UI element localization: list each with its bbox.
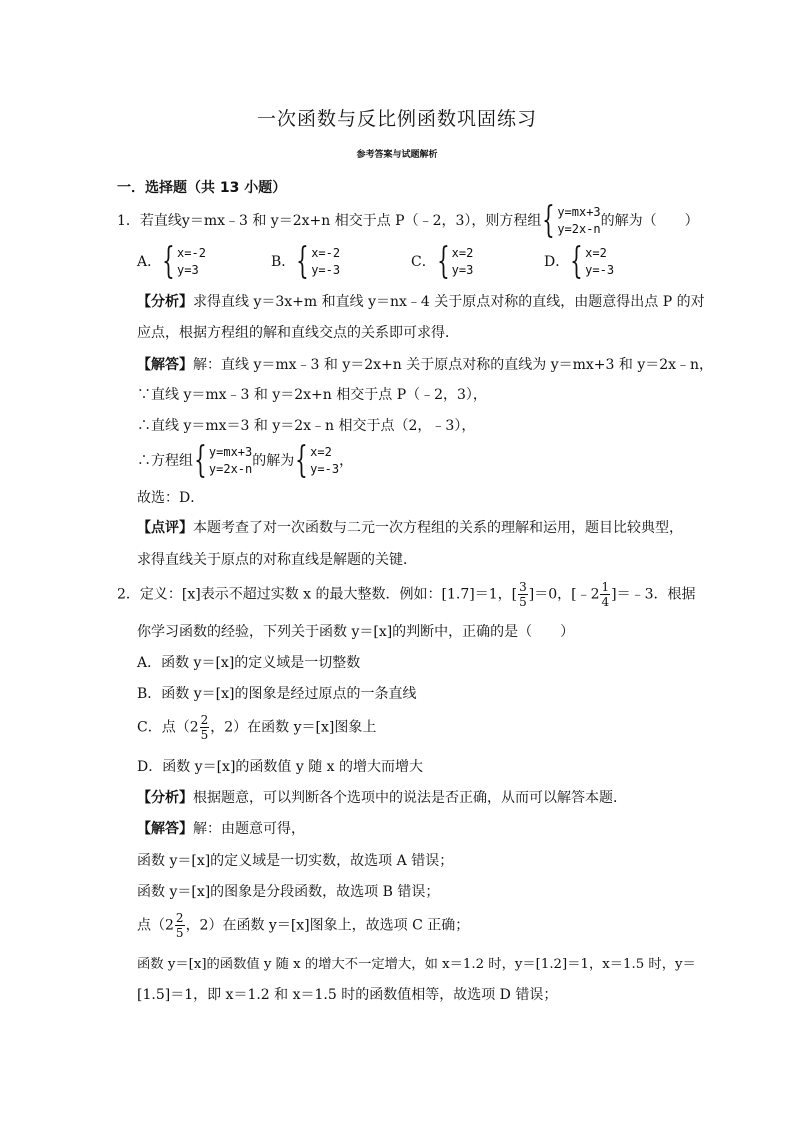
q1-comment: 【点评】本题考查了对一次函数与二元一次方程组的关系的理解和运用，题目比较典型， bbox=[137, 520, 683, 536]
q1-option-a: A． { x=-2 y=3 bbox=[137, 241, 206, 282]
q1-stem: 1．若直线y＝mx﹣3 和 y＝2x+n 相交于点 P（﹣2，3），则方程组 { y=mx+3 y=2x-n 的解为（ ） bbox=[117, 200, 699, 241]
q2-answer-line5: 函数 y＝[x]的函数值 y 随 x 的增大不一定增大，如 x＝1.2 时，y＝[1.2]＝1，x＝1.5 时，y＝ bbox=[137, 957, 696, 972]
q2-answer-line6: [1.5]＝1，即 x＝1.2 和 x＝1.5 时的函数值相等，故选项 D 错误； bbox=[137, 987, 558, 1003]
q1-option-b: B． { x=-2 y=-3 bbox=[271, 241, 341, 282]
q2-answer-line3: 函数 y＝[x]的图象是分段函数，故选项 B 错误； bbox=[137, 884, 440, 900]
q2-option-c-fraction: $\frac{2}{5}$ bbox=[200, 713, 209, 742]
q1-option-c: C． { x=2 y=3 bbox=[411, 241, 474, 282]
q2-option-a: A．函数 y＝[x]的定义域是一切整数 bbox=[137, 655, 361, 671]
q1-answer-line4: ∴方程组 { y=mx+3 y=2x-n 的解为 { x=2 y=-3 ， bbox=[137, 440, 354, 481]
q1-equation-system: { y=mx+3 y=2x-n bbox=[542, 200, 601, 241]
q2-answer: 【解答】解：由题意可得， bbox=[137, 821, 305, 837]
q2-option-c: C．点（2 $\frac{2}{5}$ ，2）在函数 y＝[x]图象上 bbox=[137, 713, 377, 742]
q2-answer-line2: 函数 y＝[x]的定义域是一切实数，故选项 A 错误； bbox=[137, 853, 454, 869]
q1-answer-system: { y=mx+3 y=2x-n bbox=[194, 440, 253, 481]
q2-option-b: B．函数 y＝[x]的图象是经过原点的一条直线 bbox=[137, 686, 417, 702]
q2-stem: 2．定义：[x]表示不超过实数 x 的最大整数．例如：[1.7]＝1，[ $\frac{3}{5}$ ]＝0，[﹣2 $\frac{1}{4}$ ]＝﹣3．根据 bbox=[117, 580, 696, 609]
q2-fraction-1: $\frac{3}{5}$ bbox=[519, 580, 527, 609]
q2-option-d: D．函数 y＝[x]的函数值 y 随 x 的增大而增大 bbox=[137, 759, 424, 775]
q1-analysis-cont: 应点，根据方程组的解和直线交点的关系即可求得． bbox=[137, 325, 459, 341]
q1-comment-cont: 求得直线关于原点的对称直线是解题的关键． bbox=[137, 552, 417, 568]
page-subtitle: 参考答案与试题解析 bbox=[356, 150, 438, 160]
q1-answer: 【解答】解：直线 y＝mx﹣3 和 y＝2x+n 关于原点对称的直线为 y＝mx+3 和 y＝2x﹣n， bbox=[137, 357, 714, 373]
q2-answer-fraction: $\frac{2}{5}$ bbox=[175, 911, 184, 940]
q1-answer-solution: { x=2 y=-3 bbox=[295, 440, 340, 481]
q2-analysis: 【分析】根据题意，可以判断各个选项中的说法是否正确，从而可以解答本题． bbox=[137, 790, 627, 806]
q1-answer-line3: ∴直线 y＝mx＝3 和 y＝2x﹣n 相交于点（2，﹣3）， bbox=[137, 418, 476, 434]
q1-choice: 故选：D． bbox=[137, 490, 205, 506]
page-title: 一次函数与反比例函数巩固练习 bbox=[256, 108, 537, 130]
q1-answer-line2: ∵直线 y＝mx﹣3 和 y＝2x+n 相交于点 P（﹣2，3）， bbox=[137, 387, 487, 403]
q2-stem-cont: 你学习函数的经验，下列关于函数 y＝[x]的判断中，正确的是（ ） bbox=[137, 624, 575, 640]
q2-fraction-2: $\frac{1}{4}$ bbox=[601, 580, 610, 609]
q1-options bbox=[137, 241, 615, 282]
q1-option-d: D． { x=2 y=-3 bbox=[544, 241, 615, 282]
q2-answer-line4: 点（2 $\frac{2}{5}$ ，2）在函数 y＝[x]图象上，故选项 C 正确； bbox=[137, 911, 470, 940]
q1-analysis: 【分析】求得直线 y＝3x+m 和直线 y＝nx﹣4 关于原点对称的直线，由题意得出点 P 的对 bbox=[137, 294, 705, 310]
section-heading: 一．选择题（共 13 小题） bbox=[117, 180, 287, 196]
